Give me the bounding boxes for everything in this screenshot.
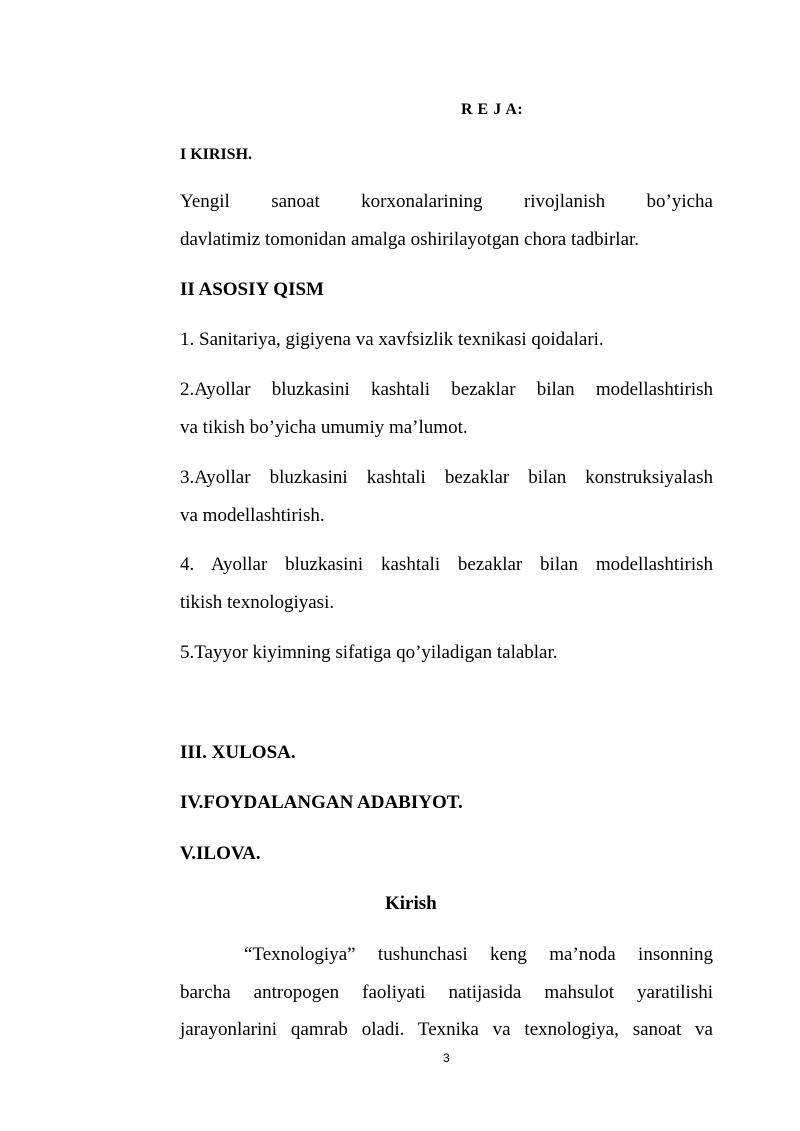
intro-line-3: jarayonlarini qamrab oladi. Texnika va texnologiya, sanoat va <box>180 1019 713 1040</box>
plan-item-2-line-1: 2.Ayollar bluzkasini kashtali bezaklar bilan modellashtirish <box>180 379 713 400</box>
xulosa-heading: III. XULOSA. <box>180 742 296 763</box>
plan-item-3-line-2: va modellashtirish. <box>180 505 325 526</box>
adabiyot-heading: IV.FOYDALANGAN ADABIYOT. <box>180 792 463 813</box>
intro-line-2: barcha antropogen faoliyati natijasida mahsulot yaratilishi <box>180 982 713 1003</box>
plan-item-1: 1. Sanitariya, gigiyena va xavfsizlik texnikasi qoidalari. <box>180 329 604 350</box>
plan-item-3-line-1: 3.Ayollar bluzkasini kashtali bezaklar bilan konstruksiyalash <box>180 467 713 488</box>
asosiy-heading: II ASOSIY QISM <box>180 279 324 300</box>
kirish-heading: I KIRISH. <box>180 146 253 163</box>
page-number: 3 <box>443 1051 450 1065</box>
kirish-line-1: Yengil sanoat korxonalarining rivojlanish bo’yicha <box>180 191 713 212</box>
plan-title: R E J A: <box>461 101 524 118</box>
intro-heading: Kirish <box>385 893 437 914</box>
plan-item-4-line-1: 4. Ayollar bluzkasini kashtali bezaklar bilan modellashtirish <box>180 554 713 575</box>
kirish-line-2: davlatimiz tomonidan amalga oshirilayotgan chora tadbirlar. <box>180 229 640 250</box>
plan-item-2-line-2: va tikish bo’yicha umumiy ma’lumot. <box>180 417 468 438</box>
plan-item-4-line-2: tikish texnologiyasi. <box>180 592 335 613</box>
ilova-heading: V.ILOVA. <box>180 843 261 864</box>
intro-line-1: “Texnologiya” tushunchasi keng ma’noda insonning <box>244 944 713 965</box>
plan-item-5: 5.Tayyor kiyimning sifatiga qo’yiladigan talablar. <box>180 642 558 663</box>
